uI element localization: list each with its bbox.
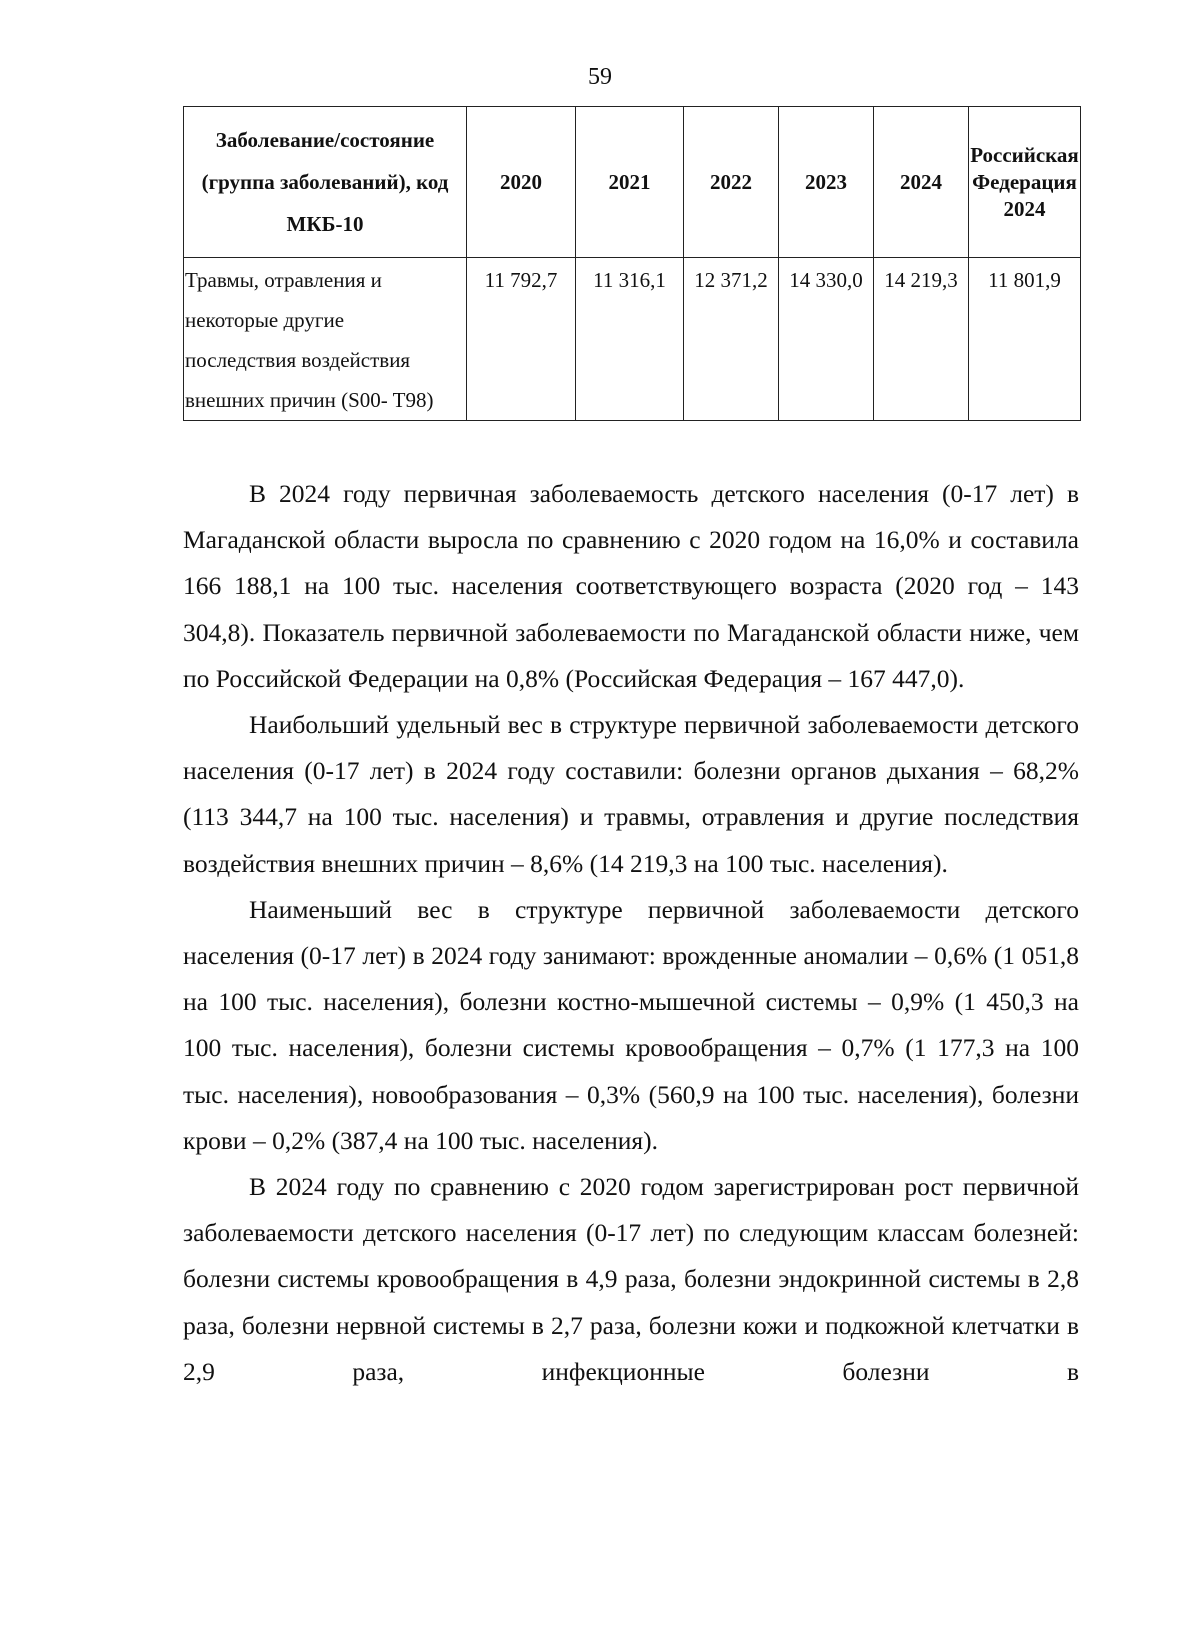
row-name-line: внешних причин (S00- T98) [185, 388, 434, 412]
page-number: 59 [588, 64, 612, 90]
paragraph: В 2024 году по сравнению с 2020 годом зарегистрирован рост первичной заболеваемости детского населения (0-17 лет) по следующим классам болезней: болезни системы кровообращения в 4,9 раза, болезни эндокринной системы в 2,8 раза, болезни нервной системы в 2,7 раза, болезни кожи и подкожной клетчатки в 2,9 раза, инфекционные болезни в [183, 1172, 1079, 1386]
value-2022: 12 371,2 [684, 258, 779, 421]
value-2020: 11 792,7 [467, 258, 576, 421]
header-year-2021: 2021 [576, 107, 684, 258]
row-disease-name [184, 258, 467, 421]
value-2021: 11 316,1 [576, 258, 684, 421]
header-disease-group [184, 107, 467, 258]
morbidity-table [183, 106, 1081, 421]
header-rf-line: 2024 [1003, 196, 1046, 221]
row-name-line: Травмы, отравления и [185, 268, 382, 292]
header-year-2020: 2020 [467, 107, 576, 258]
paragraph: Наибольший удельный вес в структуре первичной заболеваемости детского населения (0-17 лет) в 2024 году составили: болезни органов дыхания – 68,2% (113 344,7 на 100 тыс. населения) и травмы, отравления и другие последствия воздействия внешних причин – 8,6% (14 219,3 на 100 тыс. населения). [183, 710, 1079, 878]
header-year-2024: 2024 [874, 107, 969, 258]
header-rf-line: Российская [970, 142, 1079, 167]
table-row [184, 258, 1081, 421]
body-text [183, 471, 1079, 1395]
header-russian-federation [969, 107, 1081, 258]
header-year-2023: 2023 [779, 107, 874, 258]
header-disease-group-line: (группа заболеваний), код [201, 170, 449, 194]
value-2024: 14 219,3 [874, 258, 969, 421]
row-name-line: последствия воздействия [185, 348, 411, 372]
header-year-2022: 2022 [684, 107, 779, 258]
value-2023: 14 330,0 [779, 258, 874, 421]
table-header-row [184, 107, 1081, 258]
paragraph: В 2024 году первичная заболеваемость детского населения (0-17 лет) в Магаданской области выросла по сравнению с 2020 годом на 16,0% и составила 166 188,1 на 100 тыс. населения соответствующего возраста (2020 год – 143 304,8). Показатель первичной заболеваемости по Магаданской области ниже, чем по Российской Федерации на 0,8% (Российская Федерация – 167 447,0). [183, 479, 1079, 693]
row-name-line: некоторые другие [185, 308, 345, 332]
header-rf-line: Федерация [972, 169, 1077, 194]
header-disease-group-line: Заболевание/состояние [215, 128, 435, 152]
value-russian-federation: 11 801,9 [969, 258, 1081, 421]
header-disease-group-line: МКБ-10 [286, 212, 364, 236]
paragraph: Наименьший вес в структуре первичной заболеваемости детского населения (0-17 лет) в 2024 году занимают: врожденные аномалии – 0,6% (1 051,8 на 100 тыс. населения), болезни костно-мышечной системы – 0,9% (1 450,3 на 100 тыс. населения), болезни системы кровообращения – 0,7% (1 177,3 на 100 тыс. населения), новообразования – 0,3% (560,9 на 100 тыс. населения), болезни крови – 0,2% (387,4 на 100 тыс. населения). [183, 894, 1079, 1155]
